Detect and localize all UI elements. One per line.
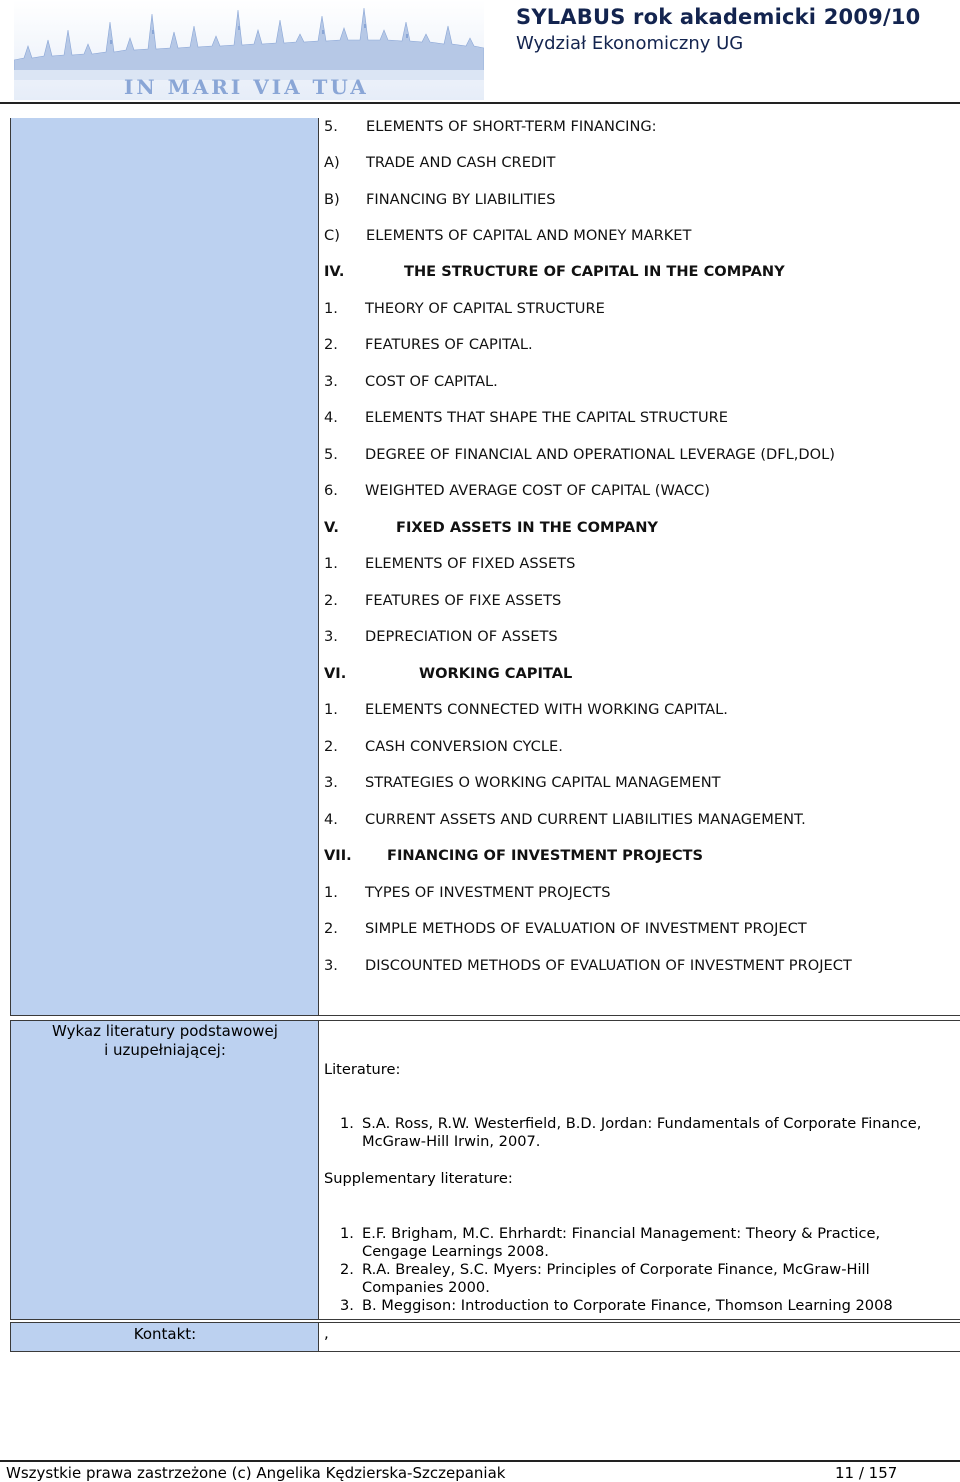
literature-label-cell: [10, 1020, 320, 1320]
copyright-notice: Wszystkie prawa zastrzeżone (c) Angelika Kędzierska-Szczepaniak: [6, 1464, 506, 1482]
item-number: 1.: [324, 555, 338, 572]
literature-item-number: 2.: [340, 1261, 354, 1278]
section-number: V.: [324, 519, 339, 536]
literature-label-line: i uzupełniającej:: [104, 1041, 226, 1059]
city-skyline-banner: [14, 0, 484, 100]
item-text: WEIGHTED AVERAGE COST OF CAPITAL (WACC): [365, 482, 710, 499]
item-text: ELEMENTS OF CAPITAL AND MONEY MARKET: [366, 227, 692, 244]
item-text: ELEMENTS CONNECTED WITH WORKING CAPITAL.: [365, 701, 728, 718]
section-number: VI.: [324, 665, 347, 682]
supplementary-literature-heading: Supplementary literature:: [324, 1170, 513, 1187]
item-number: 2.: [324, 920, 338, 937]
item-text: TRADE AND CASH CREDIT: [366, 154, 556, 171]
item-number: 3.: [324, 957, 338, 974]
literature-item-line: B. Meggison: Introduction to Corporate Finance, Thomson Learning 2008: [362, 1297, 893, 1314]
document-title: SYLABUS rok akademicki 2009/10: [516, 5, 921, 29]
contact-label: Kontakt:: [133, 1325, 197, 1343]
literature-item: [340, 1261, 950, 1297]
section-number: VII.: [324, 847, 352, 864]
literature-item: [340, 1115, 950, 1151]
section-title: FINANCING OF INVESTMENT PROJECTS: [387, 847, 704, 864]
literature-item-line: S.A. Ross, R.W. Westerfield, B.D. Jordan: Fundamentals of Corporate Finance,: [362, 1115, 922, 1132]
literature-label: [12, 1022, 318, 1060]
footer-divider: [0, 1460, 960, 1462]
literature-item-line: E.F. Brigham, M.C. Ehrhardt: Financial Management: Theory & Practice,: [362, 1225, 881, 1242]
item-number: 4.: [324, 409, 338, 426]
banner-motto: IN MARI VIA TUA: [124, 75, 369, 99]
literature-item-line: McGraw-Hill Irwin, 2007.: [362, 1133, 541, 1150]
page-header: [0, 0, 960, 104]
section-title: FIXED ASSETS IN THE COMPANY: [396, 519, 659, 536]
section-title: THE STRUCTURE OF CAPITAL IN THE COMPANY: [404, 263, 785, 280]
item-number: 1.: [324, 701, 338, 718]
item-text: FEATURES OF CAPITAL.: [365, 336, 533, 353]
contact-content-cell: [318, 1322, 960, 1352]
item-text: ELEMENTS THAT SHAPE THE CAPITAL STRUCTURE: [365, 409, 728, 426]
literature-item-number: 3.: [340, 1297, 354, 1314]
item-number: B): [324, 191, 340, 208]
page-number: 11 / 157: [835, 1464, 898, 1482]
item-number: 5.: [324, 118, 338, 135]
item-text: ELEMENTS OF FIXED ASSETS: [365, 555, 576, 572]
item-text: THEORY OF CAPITAL STRUCTURE: [365, 300, 605, 317]
item-number: 2.: [324, 738, 338, 755]
item-number: 1.: [324, 300, 338, 317]
item-text: DISCOUNTED METHODS OF EVALUATION OF INVESTMENT PROJECT: [365, 957, 852, 974]
item-number: 3.: [324, 628, 338, 645]
item-text: CURRENT ASSETS AND CURRENT LIABILITIES MANAGEMENT.: [365, 811, 806, 828]
item-text: CASH CONVERSION CYCLE.: [365, 738, 563, 755]
literature-item-line: Cengage Learnings 2008.: [362, 1243, 549, 1260]
item-text: STRATEGIES O WORKING CAPITAL MANAGEMENT: [365, 774, 721, 791]
item-text: DEPRECIATION OF ASSETS: [365, 628, 558, 645]
item-number: 3.: [324, 373, 338, 390]
item-text: DEGREE OF FINANCIAL AND OPERATIONAL LEVERAGE (DFL,DOL): [365, 446, 835, 463]
section-title: WORKING CAPITAL: [419, 665, 573, 682]
basic-literature-heading: Literature:: [324, 1061, 401, 1078]
faculty-name: Wydział Ekonomiczny UG: [516, 33, 744, 54]
item-text: FINANCING BY LIABILITIES: [366, 191, 556, 208]
item-number: 4.: [324, 811, 338, 828]
literature-item-number: 1.: [340, 1225, 354, 1242]
syllabus-label-cell: [10, 118, 320, 1016]
item-text: ELEMENTS OF SHORT-TERM FINANCING:: [366, 118, 657, 135]
item-number: 5.: [324, 446, 338, 463]
contact-value: ,: [324, 1324, 329, 1342]
item-text: SIMPLE METHODS OF EVALUATION OF INVESTMENT PROJECT: [365, 920, 807, 937]
header-divider: [0, 102, 960, 104]
literature-item-number: 1.: [340, 1115, 354, 1132]
item-number: C): [324, 227, 340, 244]
item-number: 2.: [324, 336, 338, 353]
literature-item: [340, 1297, 950, 1315]
section-number: IV.: [324, 263, 345, 280]
literature-item-line: R.A. Brealey, S.C. Myers: Principles of Corporate Finance, McGraw-Hill: [362, 1261, 870, 1278]
literature-item-line: Companies 2000.: [362, 1279, 490, 1296]
literature-item: [340, 1225, 950, 1261]
item-number: 2.: [324, 592, 338, 609]
item-text: FEATURES OF FIXE ASSETS: [365, 592, 562, 609]
item-number: 3.: [324, 774, 338, 791]
item-text: COST OF CAPITAL.: [365, 373, 498, 390]
literature-label-line: Wykaz literatury podstawowej: [52, 1022, 278, 1040]
item-number: A): [324, 154, 340, 171]
item-text: TYPES OF INVESTMENT PROJECTS: [365, 884, 611, 901]
item-number: 1.: [324, 884, 338, 901]
item-number: 6.: [324, 482, 338, 499]
